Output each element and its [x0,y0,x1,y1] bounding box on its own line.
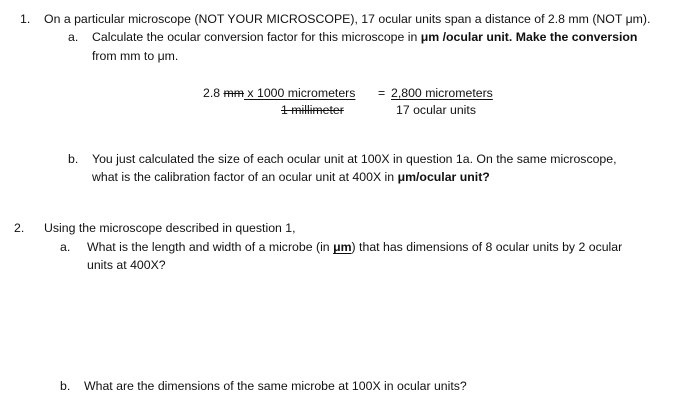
question-2a-text-line2: units at 400X? [87,258,166,272]
question-1a-text-end: . Make the conversion [508,30,638,44]
question-1a-label: a. [68,30,79,44]
question-1b-text: You just calculated the size of each ocular unit at 100X in question 1a. On the same microscope, [92,152,617,166]
calc-left-num-cancelled-unit: mm [223,86,245,100]
question-1b-label: b. [68,152,79,166]
question-1-number: 1. [20,12,31,26]
calc-right-numerator: 2,800 micrometers [391,86,493,100]
calc-left-num-suffix: x 1000 micrometers [244,86,356,100]
question-2-text: Using the microscope described in question 1, [44,221,296,235]
question-1a-unit: μm /ocular unit [420,30,509,44]
calc-right-denominator: 17 ocular units [396,103,476,117]
question-1b-unit: μm/ocular unit? [397,170,490,184]
question-2a-text-start: What is the length and width of a microbe (in [87,240,334,254]
question-2a-label: a. [60,240,71,254]
calc-left-denominator: 1 millimeter [281,103,344,117]
calc-left-numerator [203,87,355,99]
question-2-number: 2. [14,221,25,235]
question-1a-text-line2: from mm to μm. [92,49,179,63]
question-2b-label: b. [60,379,71,393]
question-2a-text [87,241,622,253]
calc-equals-sign: = [378,86,386,100]
question-2b-text: What are the dimensions of the same microbe at 100X in ocular units? [84,379,467,393]
question-1b-text-line2 [92,171,490,183]
question-1b-text-start: what is the calibration factor of an ocular unit at 400X in [92,170,398,184]
question-1a-text [92,31,637,43]
calc-left-num-prefix: 2.8 [203,86,224,100]
question-1-text: On a particular microscope (NOT YOUR MICROSCOPE), 17 ocular units span a distance of 2.8 mm (NOT μm). [44,12,651,26]
question-1a-text-start: Calculate the ocular conversion factor for this microscope in [92,30,421,44]
question-2a-unit: μm [333,240,352,254]
question-2a-text-end: ) that has dimensions of 8 ocular units by 2 ocular [351,240,623,254]
